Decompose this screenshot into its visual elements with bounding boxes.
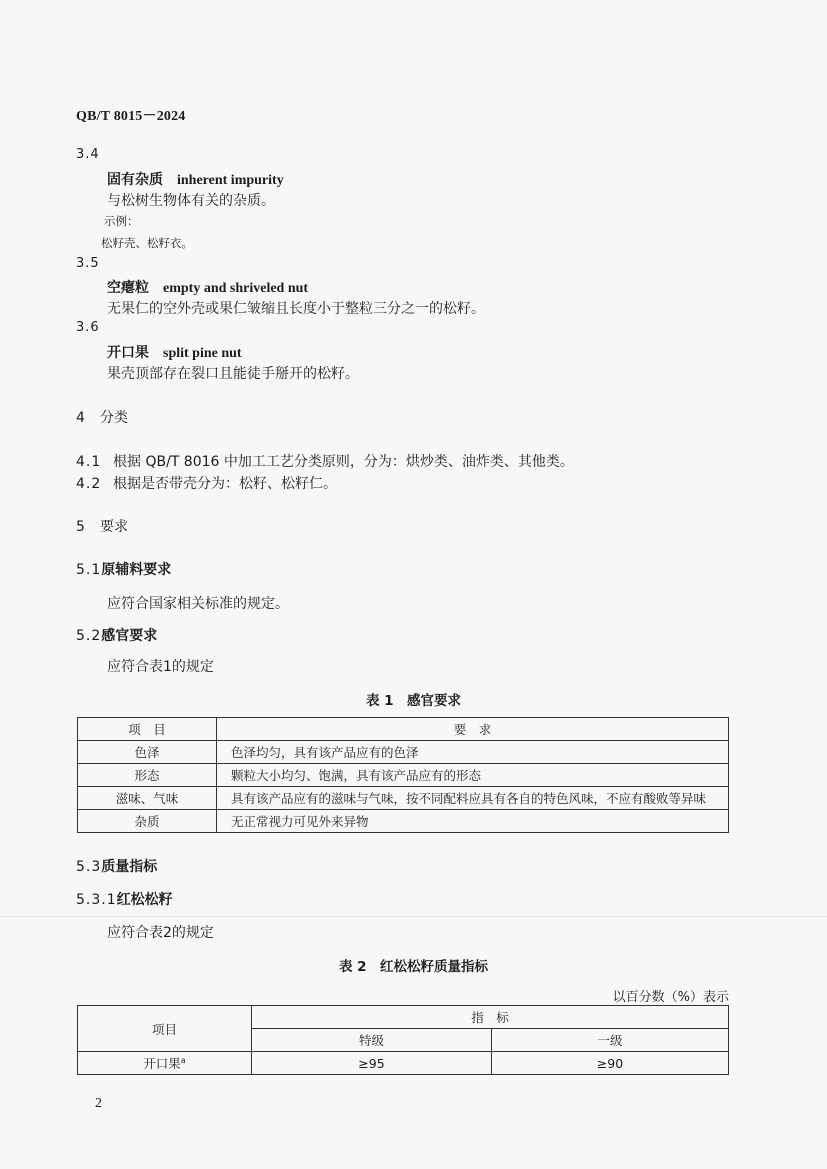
sensory-table [77,717,729,833]
term-zh: 固有杂质 [107,172,163,188]
subsection-heading [76,889,173,909]
subsection-number: 5.3.1 [76,892,117,908]
scan-band [0,916,827,917]
table-row [78,1052,729,1075]
subsection-heading [76,559,171,579]
paragraph: 应符合国家相关标准的规定。 [107,596,289,612]
term-definition: 无果仁的空外壳或果仁皱缩且长度小于整粒三分之一的松籽。 [107,301,485,317]
section-heading [76,407,128,427]
subsection-number: 5.3 [76,859,102,875]
table-header: 特级 [252,1029,492,1052]
clause [76,473,337,493]
term-definition: 与松树生物体有关的杂质。 [107,193,275,209]
subsection-heading [76,625,157,645]
table-cell [78,1052,252,1075]
table-cell: 形态 [78,764,217,787]
paragraph: 应符合表2的规定 [107,925,214,941]
table-caption: 表 1 感官要求 [365,693,462,709]
item-name: 开口果 [143,1056,181,1071]
table-row [78,764,729,787]
table-header: 一级 [492,1029,729,1052]
term-en: inherent impurity [177,173,284,188]
unit-note: 以百分数（%）表示 [612,990,729,1005]
term-zh: 开口果 [107,345,149,361]
table-row [78,787,729,810]
page-number: 2 [95,1096,102,1111]
table-header: 要 求 [217,718,729,741]
document-code: QB/T 8015－2024 [76,109,186,124]
table-row [78,810,729,833]
subsection-title: 感官要求 [101,628,158,644]
subsection-title: 原辅料要求 [101,562,172,578]
section-number: 5 [76,519,86,535]
section-title: 分类 [100,410,128,426]
table-caption: 表 2 红松松籽质量指标 [338,959,489,975]
term-en: split pine nut [163,346,242,361]
subsection-number: 5.2 [76,628,102,644]
clause [76,451,574,471]
term-en: empty and shriveled nut [163,281,309,296]
paragraph: 应符合表1的规定 [107,659,214,675]
term-title [107,169,284,189]
table-header-row [78,1006,729,1029]
table-header: 项目 [78,1006,252,1052]
subsection-title: 质量指标 [101,859,158,875]
example-label: 示例： [104,214,139,228]
term-title [107,277,308,297]
clause-text: 根据是否带壳分为：松籽、松籽仁。 [113,476,337,492]
clause-text: 根据 QB/T 8016 中加工工艺分类原则，分为：烘炒类、油炸类、其他类。 [113,454,574,470]
subsection-title: 红松松籽 [116,892,173,908]
table-cell: 具有该产品应有的滋味与气味，按不同配料应具有各自的特色风味，不应有酸败等异味 [217,787,729,810]
clause-number: 4.1 [76,454,102,470]
quality-table [77,1005,729,1075]
term-number: 3.5 [76,256,100,271]
example-text: 松籽壳、松籽衣。 [101,236,193,250]
table-header: 指 标 [252,1006,729,1029]
term-definition: 果壳顶部存在裂口且能徒手掰开的松籽。 [107,366,359,382]
section-title: 要求 [100,519,128,535]
section-heading [76,516,128,536]
table-row [78,741,729,764]
table-cell: 色泽均匀，具有该产品应有的色泽 [217,741,729,764]
term-number: 3.4 [76,147,100,162]
table-cell: 杂质 [78,810,217,833]
clause-number: 4.2 [76,476,102,492]
table-cell: ≥90 [492,1052,729,1075]
table-cell: 无正常视力可见外来异物 [217,810,729,833]
subsection-number: 5.1 [76,562,102,578]
term-number: 3.6 [76,320,100,335]
table-cell: 滋味、气味 [78,787,217,810]
table-cell: 颗粒大小均匀、饱满，具有该产品应有的形态 [217,764,729,787]
footnote-mark: a [180,1055,186,1065]
subsection-heading [76,856,157,876]
section-number: 4 [76,410,86,426]
table-cell: 色泽 [78,741,217,764]
term-zh: 空瘪粒 [107,280,149,296]
table-cell: ≥95 [252,1052,492,1075]
table-header: 项 目 [78,718,217,741]
term-title [107,342,242,362]
table-header-row [78,718,729,741]
